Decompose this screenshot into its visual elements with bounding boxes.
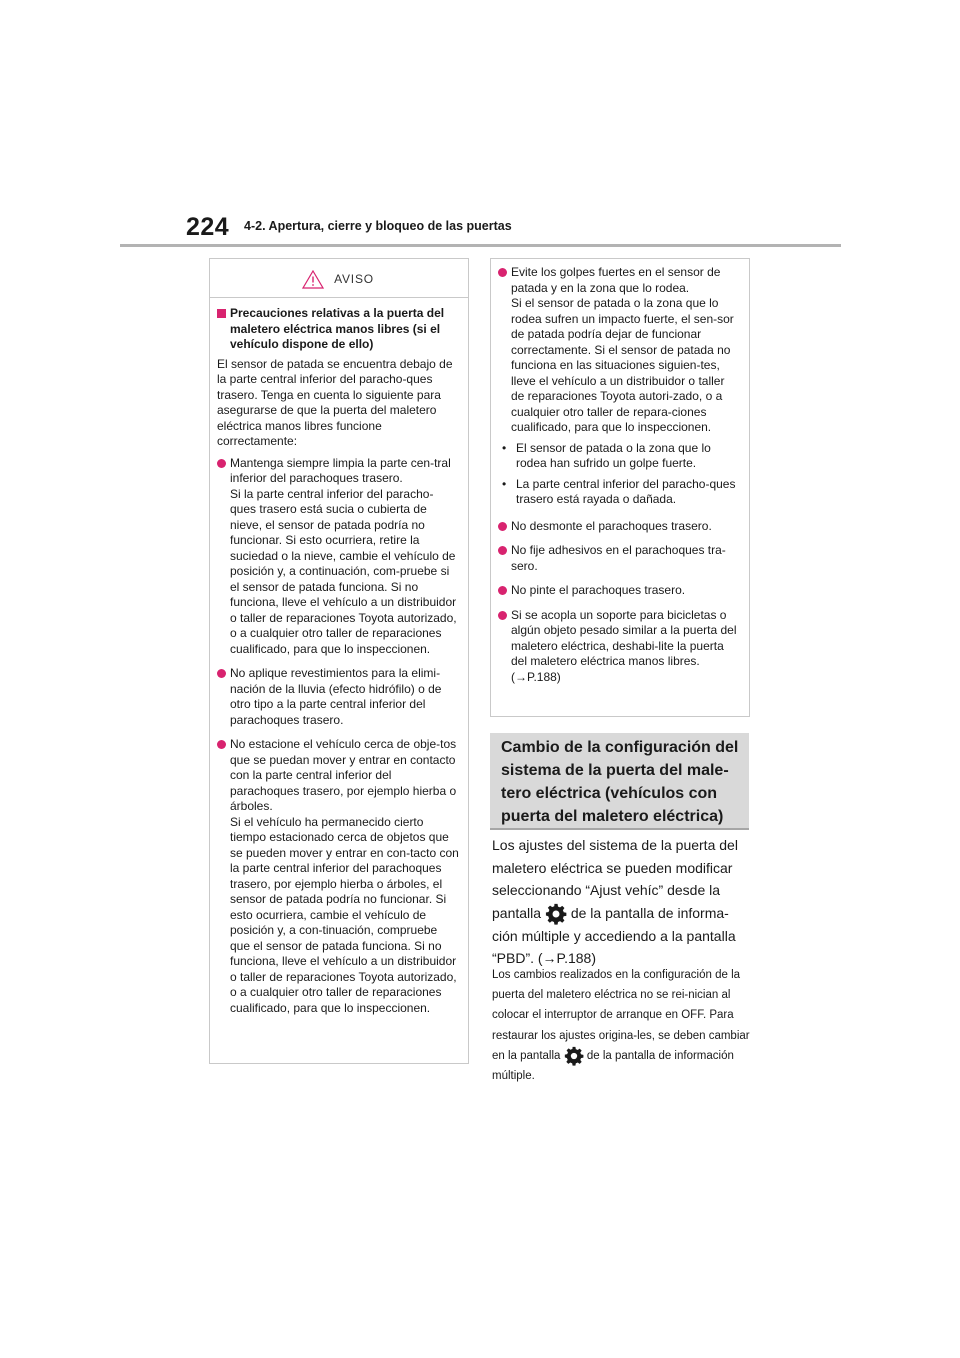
section-note-text-1: Los cambios realizados en la configuración de la puerta del maletero eléctrica no se rei-nician al colocar el interruptor de arranque en OFF. Para restaurar los ajustes origina-les, se deben cambiar en la pantalla (492, 969, 750, 1062)
caution-heading-text: Precauciones relativas a la puerta del maletero eléctrica manos libres (si el vehículo dispone de ello) (230, 306, 445, 351)
warning-triangle-icon (302, 270, 324, 289)
section-heading: Cambio de la configuración del sistema de la puerta del male-tero eléctrica (vehículos con puerta del maletero eléctrica) (490, 733, 749, 830)
sub-list-item (502, 477, 740, 508)
list-item-text: No pinte el parachoques trasero. (511, 583, 686, 597)
list-item (498, 583, 740, 599)
caution-box-continued (490, 258, 750, 717)
bullet-dot-icon (498, 611, 507, 620)
list-item-text: Mantenga siempre limpia la parte cen-tral inferior del parachoques trasero. Si la parte central inferior del paracho-ques trasero está sucia o cubierta de nieve, el sensor de patada podría no funcionar. Si esto ocurriera, retire la suciedad o la nieve, cambie el vehículo de posición y, a continuación, com-pruebe si el sensor de patada funciona. Si no funciona, lleve el vehículo a un distribuidor o taller de reparaciones Toyota autorizado, o a cualquier otro taller de reparaciones cualificado, para que lo inspeccionen. (230, 455, 457, 656)
gear-icon (545, 903, 567, 925)
caution-box (209, 258, 469, 1064)
header-divider (120, 244, 841, 247)
list-item-text: No desmonte el parachoques trasero. (511, 518, 712, 533)
section-body (492, 834, 750, 970)
bullet-dot-icon (498, 268, 507, 277)
list-item-text: No estacione el vehículo cerca de obje-tos que se puedan mover y entrar en contacto con la parte central inferior del parachoques trasero, por ejemplo hierba o árboles. Si el vehículo ha permanecido cierto tiempo estacionado cerca de objetos que se pueden mover y entrar en con-tacto con la parte central inferior del parachoques trasero, por ejemplo hierba o árboles, el sensor de patada podría no funcionar. Si esto ocurriera, cambie el vehículo de posición y, a con-tinuación, compruebe que el sensor de patada funciona. Si no funciona, lleve el vehículo a un distribuidor o taller de reparaciones Toyota autorizado, o a cualquier otro taller de reparaciones cualificado, para que lo inspeccionen. (230, 737, 459, 1015)
list-item (498, 543, 740, 574)
list-item-text: No aplique revestimientos para la elimi-nación de la lluvia (efecto hidrófilo) o de otro tipo a la parte central inferior del parachoques trasero. (230, 666, 442, 727)
bullet-dot-icon (498, 522, 507, 531)
list-item (498, 519, 740, 535)
section-note (492, 965, 752, 1086)
sub-bullet: • (502, 476, 507, 491)
bullet-dot-icon (498, 546, 507, 555)
caution-label: AVISO (334, 272, 374, 286)
list-item (217, 737, 459, 1016)
section-divider (490, 828, 749, 830)
list-item (498, 608, 740, 686)
caution-intro: El sensor de patada se encuentra debajo de la parte central inferior del paracho-ques trasero. Tenga en cuenta lo siguiente para asegurarse de que la puerta del maletero eléctrica manos libres funcione correctamente: (217, 356, 453, 448)
list-item-text: Si se acopla un soporte para bicicletas o algún objeto pesado similar a la puerta del maletero eléctrica, deshabi-lite la puerta del maletero eléctrica manos libres. (→P.188) (511, 607, 737, 684)
bullet-dot-icon (498, 586, 507, 595)
sub-list-item (502, 441, 740, 472)
bullet-dot-icon (217, 669, 226, 678)
square-bullet-icon (217, 309, 226, 318)
section-note-text-2: de la pantalla de información múltiple. (492, 1049, 734, 1083)
sub-list-item-text: La parte central inferior del paracho-ques trasero está rayada o dañada. (516, 476, 736, 506)
page-number: 224 (186, 213, 230, 241)
caution-header (217, 267, 459, 291)
list-item (498, 265, 740, 436)
gear-icon (564, 1046, 584, 1066)
sub-bullet: • (502, 440, 507, 455)
list-item-text: Evite los golpes fuertes en el sensor de patada y en la zona que lo rodea. Si el sensor de patada o la zona que lo rodea sufren un impacto fuerte, el sen-sor de patada podría dejar de funcionar correctamente. Si el sensor de patada no funciona en las situaciones siguien-tes, lleve el vehículo a un distribuidor o taller de reparaciones Toyota autori-zado, o a cualquier otro taller de repara-ciones cualificado, para que lo inspeccionen. (511, 265, 734, 434)
caution-heading (217, 306, 459, 353)
caution-divider (210, 297, 468, 298)
chapter-title: 4-2. Apertura, cierre y bloqueo de las puertas (244, 219, 512, 233)
bullet-dot-icon (217, 740, 226, 749)
section-body-text-1: Los ajustes del sistema de la puerta del maletero eléctrica se pueden modificar seleccionando “Ajust vehíc” desde la pantalla (492, 837, 738, 921)
section-body-text-2: de la pantalla de informa-ción múltiple y accediendo a la pantalla “PBD”. (→P.188) (492, 904, 736, 967)
list-item (217, 456, 459, 658)
list-item (217, 666, 459, 728)
bullet-dot-icon (217, 459, 226, 468)
list-item-text: No fije adhesivos en el parachoques tra-sero. (511, 543, 726, 573)
sub-list-item-text: El sensor de patada o la zona que lo rodea han sufrido un golpe fuerte. (516, 440, 711, 470)
